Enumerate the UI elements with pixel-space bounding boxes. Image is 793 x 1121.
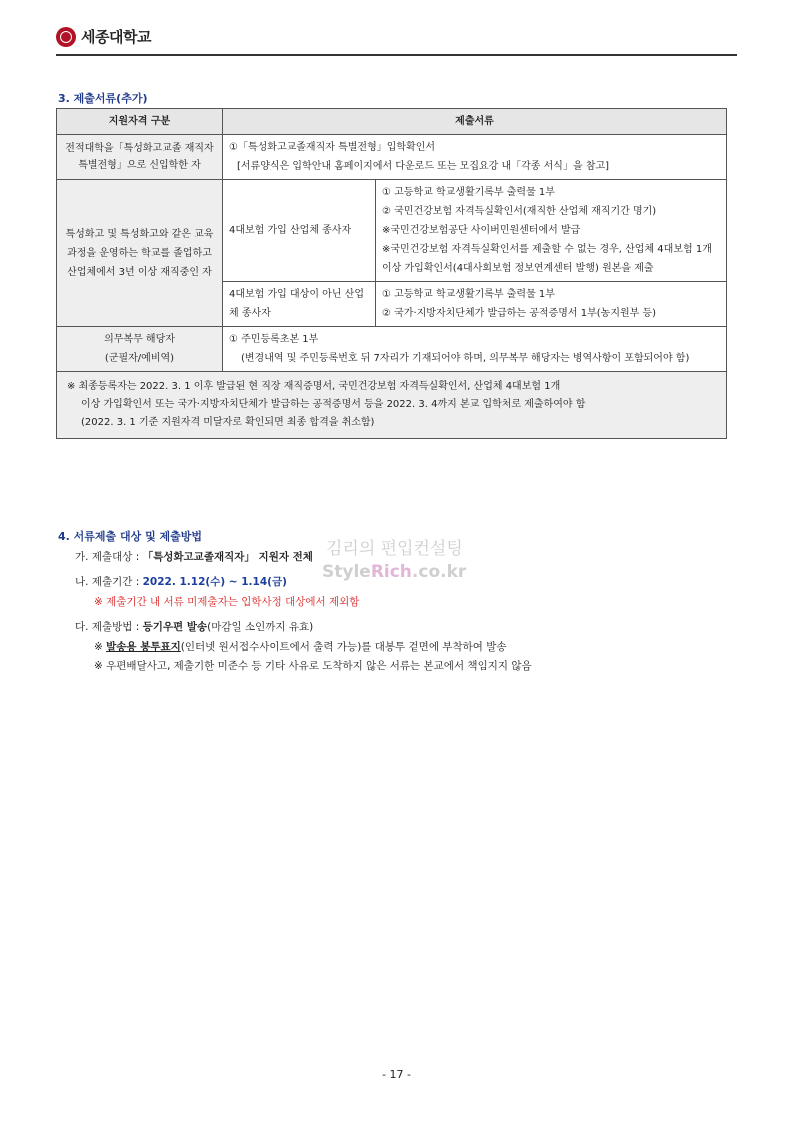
doc-line: ※국민건강보험 자격득실확인서를 제출할 수 없는 경우, 산업체 4대보험 1개 이상 가입확인서(4대사회보험 정보연계센터 발행) 원본을 제출 [382,244,712,274]
doc-line: ① 고등학교 학교생활기록부 출력물 1부 [382,187,555,198]
qual-line: 의무복무 해당자 [104,334,175,345]
note-line: 이상 가입확인서 또는 국가·지방자치단체가 발급하는 공적증명서 등을 2022. 3. 4까지 본교 입학처로 제출하여야 함 [81,399,586,410]
col-header-documents: 제출서류 [223,109,727,135]
doc-line: ① 주민등록초본 1부 [229,334,319,345]
note-line: ※ 최종등록자는 2022. 3. 1 이후 발급된 현 직장 재직증명서, 국민건강보험 자격득실확인서, 산업체 4대보험 1개 [67,381,561,392]
doc-line: ① 고등학교 학교생활기록부 출력물 1부 [382,289,555,300]
doc-line: [서류양식은 입학안내 홈페이지에서 다운로드 또는 모집요강 내「각종 서식」을 참고] [237,161,610,172]
method-note-1 [94,639,507,654]
doc-line: (변경내역 및 주민등록번호 뒤 7자리가 기재되어야 하며, 의무복무 해당자는 병역사항이 포함되어야 함) [241,353,690,364]
doc-line: ② 국민건강보험 자격득실확인서(재직한 산업체 재직기간 명기) [382,206,657,217]
target-line [75,549,313,564]
doc-line: ② 국가·지방자치단체가 발급하는 공적증명서 1부(농지원부 등) [382,308,657,319]
period-line [75,574,287,589]
period-value: 2022. 1.12(수) ~ 1.14(금) [142,576,287,588]
page-number: - 17 - [382,1068,411,1081]
method-label: 다. 제출방법 : [75,621,143,633]
method-suffix: (마감일 소인까지 유효) [207,621,314,633]
table-row [57,327,727,372]
col-header-qualification: 지원자격 구분 [57,109,223,135]
target-label: 가. 제출대상 : [75,551,143,563]
university-seal-logo [56,27,76,47]
doc-line: ①「특성화고교졸재직자 특별전형」입학확인서 [229,142,436,153]
header [56,26,151,47]
documents-cell [223,135,727,180]
subcategory-cell: 4대보험 가입 대상이 아닌 산업체 종사자 [223,282,376,327]
envelope-cover-label: 발송용 봉투표지 [106,641,181,653]
note-cell [57,372,727,439]
period-note: ※ 제출기간 내 서류 미제출자는 입학사정 대상에서 제외함 [94,596,360,608]
header-divider [56,54,737,56]
table-header-row [57,109,727,135]
watermark-line1: 김리의 편입컨설팅 [326,539,463,559]
section3-title: 3. 제출서류(추가) [58,92,148,105]
method-value: 등기우편 발송 [142,621,208,633]
documents-cell [376,282,727,327]
period-label: 나. 제출기간 : [75,576,143,588]
method-note-2: ※ 우편배달사고, 제출기한 미준수 등 기타 사유로 도착하지 않은 서류는 본교에서 책임지지 않음 [94,660,532,672]
documents-cell [223,327,727,372]
section4-title: 4. 서류제출 대상 및 제출방법 [58,530,203,543]
doc-line: ※국민건강보험공단 사이버민원센터에서 발급 [382,225,581,236]
target-value: 「특성화고교졸재직자」 지원자 전체 [142,551,313,563]
watermark-part: Rich [370,562,412,582]
table-row [57,180,727,282]
method-line [75,619,313,634]
note-rest: (인터넷 원서접수사이트에서 출력 가능)를 대봉투 겉면에 부착하여 발송 [180,641,507,653]
table-row [57,135,727,180]
university-name: 세종대학교 [81,28,151,46]
table-note-row [57,372,727,439]
qualification-cell [57,327,223,372]
documents-cell [376,180,727,282]
note-line: (2022. 3. 1 기준 지원자격 미달자로 확인되면 최종 합격을 취소함) [81,417,375,428]
note-prefix: ※ [94,641,107,653]
subcategory-cell: 4대보험 가입 산업체 종사자 [223,180,376,282]
watermark-part: .co.kr [411,562,467,582]
watermark-part: Style [322,562,371,582]
watermark-line2 [322,562,466,582]
qual-line: (군필자/예비역) [104,353,175,364]
qualification-cell: 특성화고 및 특성화고와 같은 교육과정을 운영하는 학교를 졸업하고 산업체에서 3년 이상 재직중인 자 [57,180,223,327]
qualification-cell: 전적대학을「특성화고교졸 재직자 특별전형」으로 신입학한 자 [57,135,223,180]
required-documents-table [56,108,727,439]
